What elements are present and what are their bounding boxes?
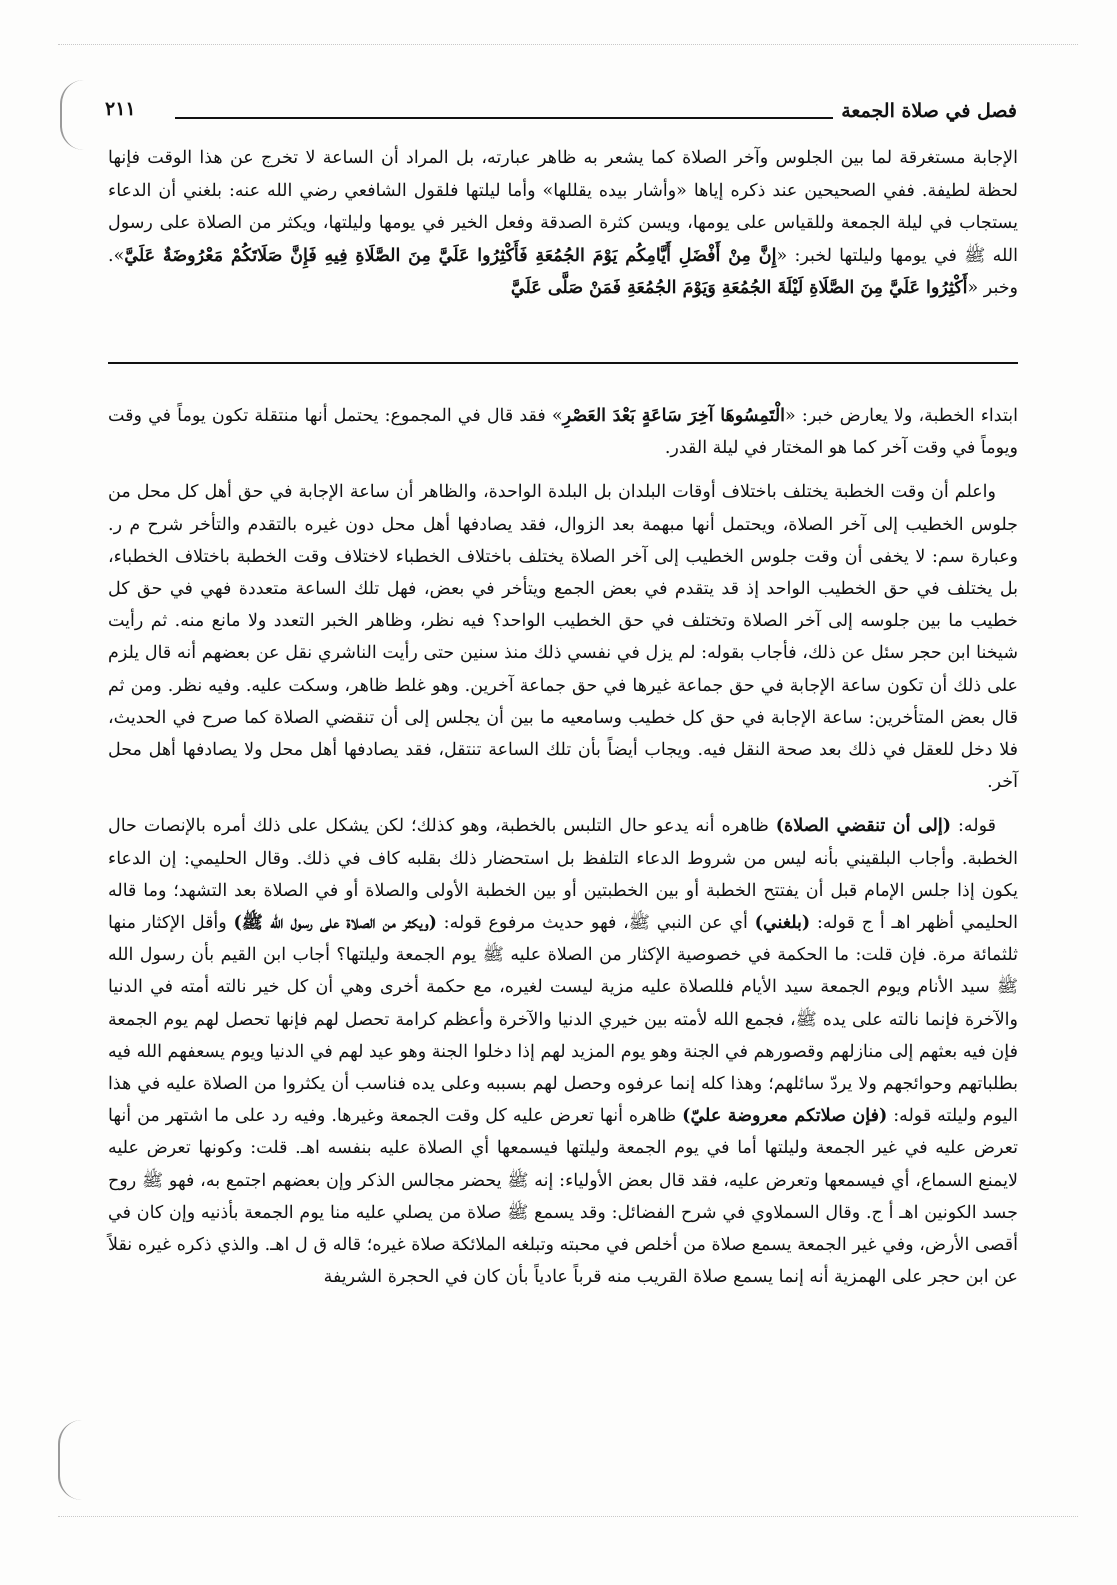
lemma-2: (بلغني) [754,913,811,934]
hadith-quote-2: أَكْثِرُوا عَلَيَّ مِنَ الصَّلَاةِ لَيْلَةَ الجُمُعَةِ وَيَوْمَ الجُمُعَةِ فَمَنْ صَلَّى عَلَيَّ [510,278,968,299]
main-text-part1: الإجابة مستغرقة لما بين الجلوس وآخر الصلاة كما يشعر به ظاهر عبارته، بل المراد أن الساعة لا تخرج عن هذا الوقت فإنها لحظة لطيفة. ففي الصحيحين عند ذكره إياها «وأشار بيده يقللها» وأما ليلتها فلقول الشافعي رضي الله عنه: بلغني أن الدعاء يستجاب في ليلة الجمعة وللقياس على يومها، ويسن كثرة الصدقة وفعل الخير في يومها وليلتها، ويكثر من الصلاة على رسول الله ﷺ في يومها وليلتها لخبر: « [108,148,1018,266]
scan-artifact-bottom [58,1420,82,1500]
lemma-1: (إلى أن تنقضي الصلاة) [775,816,952,837]
scan-edge-top [58,44,1078,53]
text-divider [108,362,1018,364]
header-rule [175,117,867,119]
commentary-paragraph-2: واعلم أن وقت الخطبة يختلف باختلاف أوقات البلدان بل البلدة الواحدة، والظاهر أن ساعة الإجابة في حق أهل كل محل من جلوس الخطيب إلى آخر الصلاة، ويحتمل أنها مبهمة بعد الزوال، فقد يصادفها أهل محل دون غيره بالتقدم والتأخر شرح م ر. وعبارة سم: لا يخفى أن وقت جلوس الخطيب إلى آخر الصلاة يختلف باختلاف الخطباء لاختلاف وقت الخطبة باختلاف الخطباء، بل يختلف في حق الخطيب الواحد إذ قد يتقدم في بعض الجمع ويتأخر في بعض، فهل تلك الساعة متعددة فهي في حق كل خطيب ما بين جلوسه إلى آخر الصلاة وتختلف في حق الخطيب الواحد؟ فيه نظر، وظاهر الخبر التعدد ولا مانع منه. ثم رأيت شيخنا ابن حجر سئل عن ذلك، فأجاب بقوله: لم يزل في نفسي ذلك منذ سنين حتى رأيت الناشري نقل عن بعضهم أنه قال يلزم على ذلك أن تكون ساعة الإجابة في حق جماعة غيرها في حق جماعة آخرين. وهو غلط ظاهر، وسكت عليه. وفيه نظر. ومن ثم قال بعض المتأخرين: ساعة الإجابة في حق كل خطيب وسامعيه ما بين أن يجلس إلى أن تنقضي الصلاة كما صرح في الحديث، فلا دخل للعقل في ذلك بعد صحة النقل فيه. ويجاب أيضاً بأن تلك الساعة تنتقل، فقد يصادفها أهل محل ولا يصادفها أهل محل آخر. [108,482,1018,793]
commentary-paragraph-3 [108,810,1018,1293]
hadith-quote-3: الْتَمِسُوهَا آخِرَ سَاعَةٍ بَعْدَ العَصْرِ [562,406,786,426]
commentary-text: قوله: [951,816,997,837]
commentary-text: وأقل الإكثار منها ثلثمائة مرة. فإن قلت: ما الحكمة في خصوصية الإكثار من الصلاة عليه ﷺ يوم الجمعة وليلتها؟ أجاب ابن القيم بأن رسول الله ﷺ سيد الأنام ويوم الجمعة سيد الأيام فللصلاة عليه مزية ليست لغيره، مع حكمة أخرى وهي أن كل خير نالته أمته في الدنيا والآخرة فإنما نالته على يده ﷺ، فجمع الله لأمته بين خيري الدنيا والآخرة وأعظم كرامة تحصل لهم فإنها تحصل لهم يوم الجمعة فإن فيه بعثهم إلى منازلهم وقصورهم في الجنة وهو يوم المزيد لهم إذا دخلوا الجنة وهو عيد لهم في الدنيا ويوم يسعفهم الله فيه بطلباتهم وحوائجهم ولا يردّ سائلهم؛ وهذا كله إنما عرفوه وحصل لهم بسببه وعلى يده فناسب أن يكثروا من الصلاة عليه في هذا اليوم وليلته قوله: [108,913,1019,1127]
scan-edge-bottom [58,1508,1078,1517]
main-paragraph [108,142,1018,305]
hadith-quote-1: إِنَّ مِنْ أَفْضَلِ أَيَّامِكُم يَوْمَ الجُمُعَةِ فَأَكْثِرُوا عَلَيَّ مِنَ الصَّلَاةِ فِيهِ فَإِنَّ صَلَاتَكُمْ مَعْرُوضَةٌ عَلَيَّ [124,245,777,266]
commentary-text: ابتداء الخطبة، ولا يعارض خبر: « [785,406,1018,426]
commentary-text: أي عن النبي ﷺ، فهو حديث مرفوع قوله: [436,913,755,934]
commentary-text: ظاهره أنها تعرض عليه كل وقت الجمعة وغيرها. وفيه رد على ما اشتهر من أنها تعرض عليه في غير الجمعة وليلتها أما في يوم الجمعة وليلتها فيسمعها أي الصلاة عليه بنفسه اهـ. قلت: وكونها تعرض عليه لايمنع السماع، أي فيسمعها وتعرض عليه، فقد قال بعض الأولياء: إنه ﷺ يحضر مجالس الذكر وإن بعضهم اجتمع به، فهو ﷺ روح جسد الكونين اهـ أ ج. وقال السملاوي في شرح الفضائل: وقد يسمع ﷺ صلاة من يصلي عليه منا يوم الجمعة بأذنيه وإن كان في أقصى الأرض، وفي غير الجمعة يسمع صلاة من أخلص في محبته وتبلغه الملائكة صلاة غيره؛ قاله ق ل اهـ. والذي ذكره غيره نقلاً عن ابن حجر على الهمزية أنه إنما يسمع صلاة القريب منه قرباً عادياً بأن كان في الحجرة الشريفة [108,1106,1018,1288]
lemma-4: (فإن صلاتكم معروضة عليّ) [682,1106,888,1127]
page-number: ٢١١ [105,98,144,120]
running-header [105,96,1017,132]
scan-artifact-top [60,80,84,150]
commentary-text: ظاهره أنه يدعو حال التلبس بالخطبة، وهو كذلك؛ لكن يشكل على ذلك أمره بالإنصات حال الخطبة. وأجاب البلقيني بأنه ليس من شروط الدعاء التلفظ بل استحضار ذلك بقلبه كاف في ذلك. وقال الحليمي: إن الدعاء يكون إذا جلس الإمام قبل أن يفتتح الخطبة أو بين الخطبتين أو بين الخطبة الأولى والصلاة أو في الصلاة بعد التشهد؛ وما قاله الحليمي أظهر اهـ أ ج قوله: [108,816,1018,934]
main-text [108,142,1018,305]
commentary-paragraph-1 [108,400,1018,464]
lemma-3: (ويكثر من الصلاة على رسول الله ﷺ) [233,913,437,934]
chapter-title: فصل في صلاة الجمعة [833,100,1017,122]
commentary [108,400,1018,1293]
commentary-text: » فقد قال في المجموع: يحتمل أنها منتقلة تكون يوماً في وقت ويوماً في وقت آخر كما هو المختار في ليلة القدر. [108,406,1018,459]
main-text-part2: ». وخبر « [108,245,1018,299]
